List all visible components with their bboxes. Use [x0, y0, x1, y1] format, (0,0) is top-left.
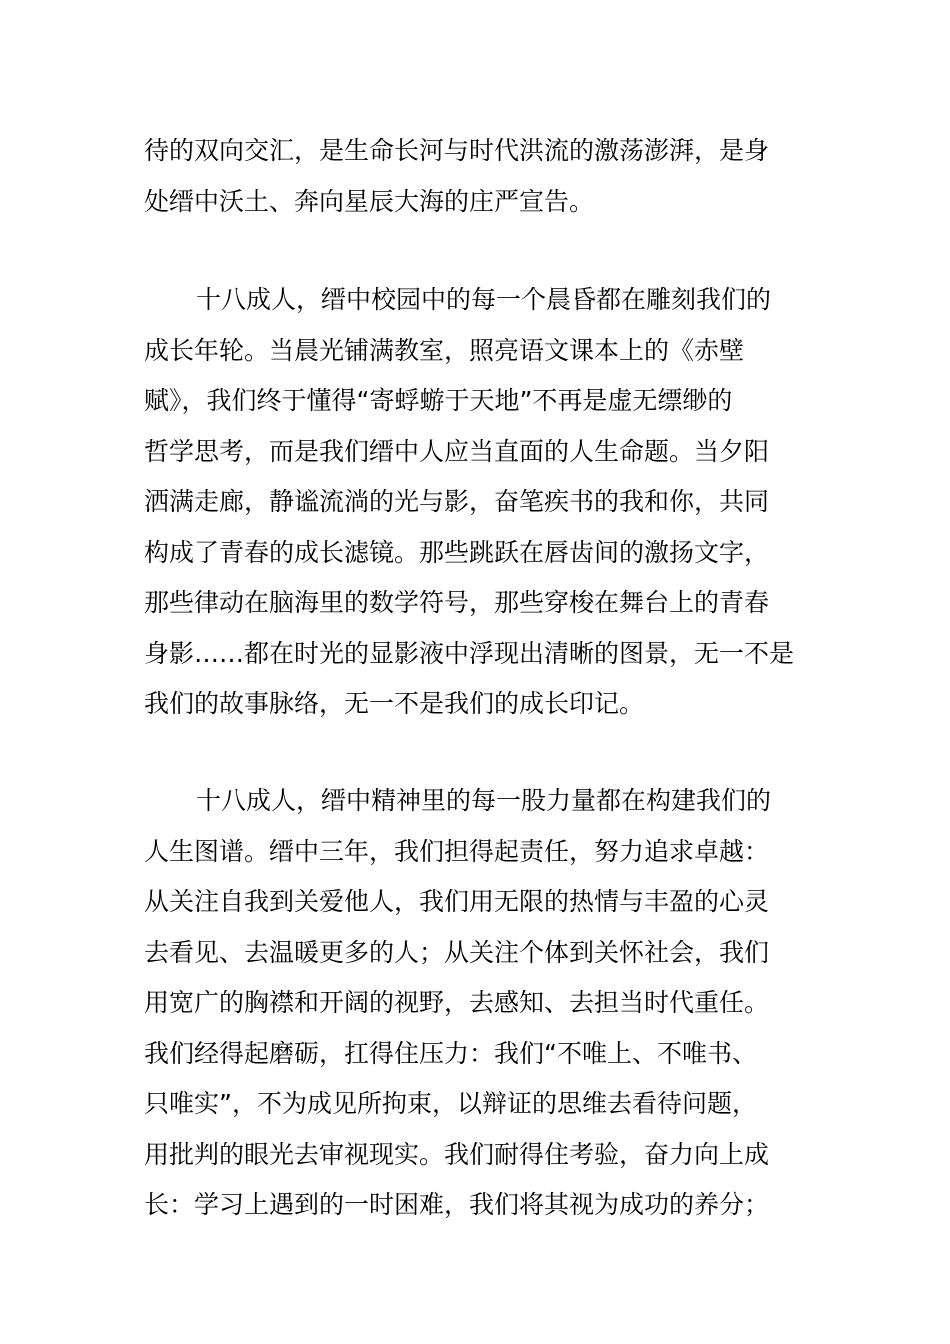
- paragraph-line: 待的双向交汇，是生命长河与时代洪流的激荡澎湃，是身: [144, 136, 770, 165]
- paragraph-2: [144, 275, 809, 730]
- paragraph-line: 人生图谱。缙中三年，我们担得起责任，努力追求卓越：: [144, 836, 770, 866]
- paragraph-line: 洒满走廊，静谧流淌的光与影，奋笔疾书的我和你，共同: [144, 487, 770, 516]
- paragraph-1: [144, 126, 809, 227]
- paragraph-line: 身影……都在时光的显影液中浮现出清晰的图景，无一不是: [144, 638, 795, 668]
- paragraph-line: 我们的故事脉络，无一不是我们的成长印记。: [144, 689, 645, 718]
- paragraph-line: 成长年轮。当晨光铺满教室，照亮语文课本上的《赤壁: [144, 335, 745, 365]
- paragraph-line: 构成了青春的成长滤镜。那些跳跃在唇齿间的激扬文字，: [144, 537, 770, 567]
- paragraph-line: 十八成人，缙中精神里的每一股力量都在构建我们的: [196, 786, 772, 815]
- paragraph-line: 去看见、去温暖更多的人；从关注个体到关怀社会，我们: [144, 937, 770, 967]
- paragraph-line: 那些律动在脑海里的数学符号，那些穿梭在舞台上的青春: [144, 588, 770, 617]
- paragraph-line: 只唯实”，不为成见所拘束，以辩证的思维去看待问题，: [144, 1089, 757, 1118]
- paragraph-line: 处缙中沃土、奔向星辰大海的庄严宣告。: [144, 186, 595, 216]
- paragraph-line: 长：学习上遇到的一时困难，我们将其视为成功的养分；: [144, 1190, 770, 1219]
- paragraph-line: 十八成人，缙中校园中的每一个晨昏都在雕刻我们的: [196, 285, 772, 314]
- paragraph-line: 用批判的眼光去审视现实。我们耐得住考验，奋力向上成: [144, 1139, 770, 1169]
- paragraph-line: 用宽广的胸襟和开阔的视野，去感知、去担当时代重任。: [144, 988, 770, 1017]
- paragraph-line: 哲学思考，而是我们缙中人应当直面的人生命题。当夕阳: [144, 436, 770, 466]
- paragraph-3: [144, 776, 809, 1231]
- paragraph-line: 我们经得起磨砺，扛得住压力：我们“不唯上、不唯书、: [144, 1038, 757, 1068]
- paragraph-line: 赋》，我们终于懂得“寄蜉蝣于天地”不再是虚无缥缈的: [144, 386, 733, 415]
- paragraph-line: 从关注自我到关爱他人，我们用无限的热情与丰盈的心灵: [144, 887, 770, 916]
